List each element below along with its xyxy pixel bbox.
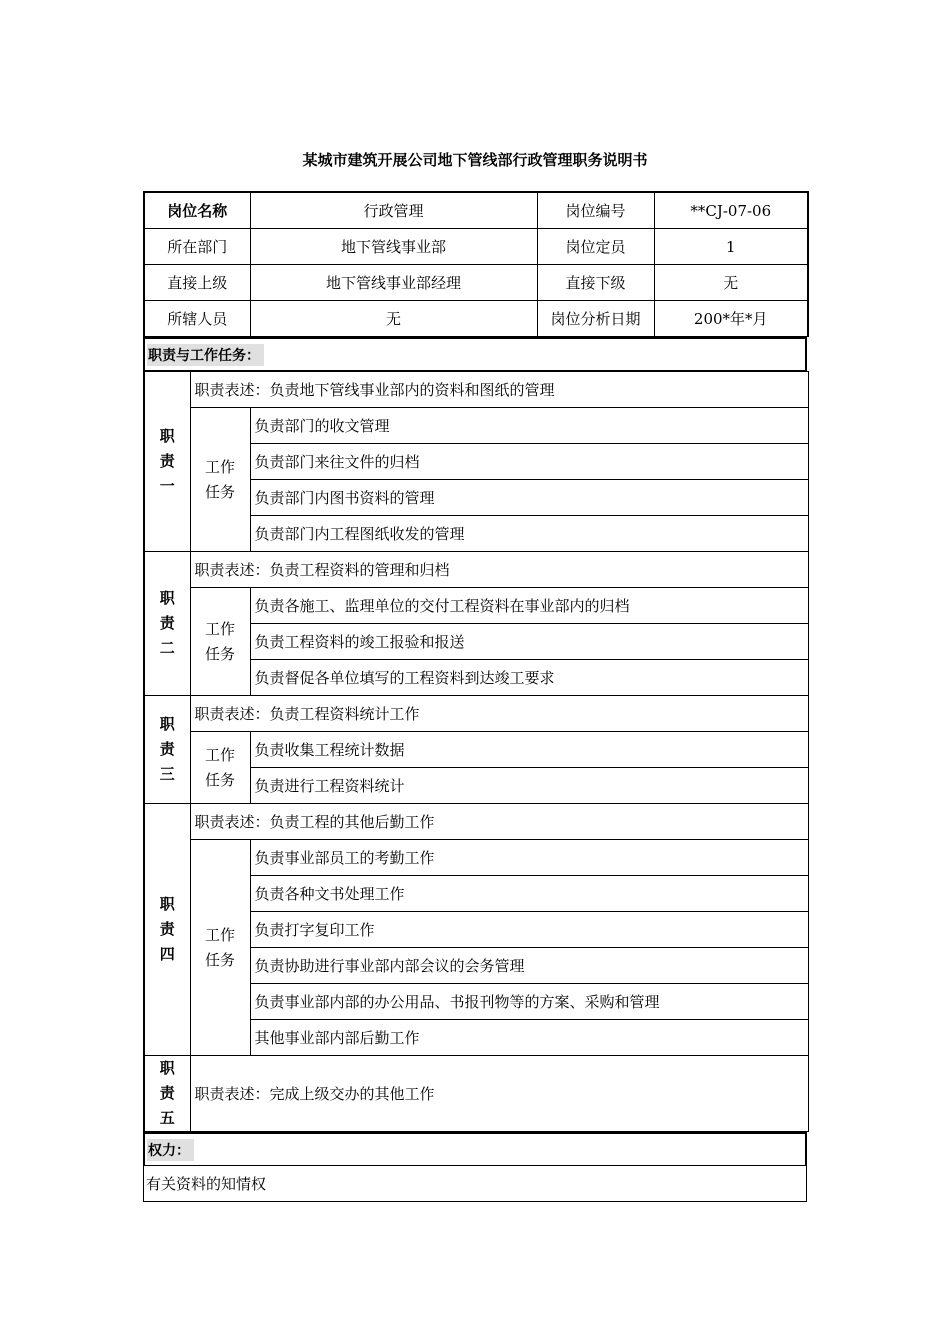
- duty-label-4: 职 责 四: [144, 804, 190, 1056]
- staff-label: 所辖人员: [144, 301, 250, 337]
- position-code-value: **CJ-07-06: [654, 192, 808, 229]
- power-heading-text: 权力：: [147, 1139, 194, 1161]
- duty-statement-5: 职责表述：完成上级交办的其他工作: [190, 1056, 808, 1132]
- task-item: 负责各施工、监理单位的交付工程资料在事业部内的归档: [250, 588, 808, 624]
- task-item: 负责事业部内部的办公用品、书报刊物等的方案、采购和管理: [250, 984, 808, 1020]
- job-description-form: [143, 191, 807, 1202]
- task-item: 负责工程资料的竣工报验和报送: [250, 624, 808, 660]
- duties-heading-text: 职责与工作任务：: [147, 344, 264, 366]
- duty-label-2: 职 责 二: [144, 552, 190, 696]
- duties-section-heading: [143, 337, 807, 371]
- duties-table: [143, 371, 809, 1132]
- task-item: 负责部门内图书资料的管理: [250, 480, 808, 516]
- task-item: 负责收集工程统计数据: [250, 732, 808, 768]
- duty-statement-1: 职责表述：负责地下管线事业部内的资料和图纸的管理: [190, 372, 808, 408]
- duty-row: [144, 696, 808, 732]
- duty-label-1: 职 责 一: [144, 372, 190, 552]
- headcount-label: 岗位定员: [537, 229, 654, 265]
- staff-value: 无: [250, 301, 537, 337]
- task-item: 负责打字复印工作: [250, 912, 808, 948]
- task-row: [144, 408, 808, 444]
- task-item: 负责部门内工程图纸收发的管理: [250, 516, 808, 552]
- task-label: 工作 任务: [190, 840, 250, 1056]
- info-row: [144, 192, 808, 229]
- task-label: 工作 任务: [190, 408, 250, 552]
- task-item: 负责各种文书处理工作: [250, 876, 808, 912]
- task-row: [144, 732, 808, 768]
- duty-label-3: 职 责 三: [144, 696, 190, 804]
- duty-row: [144, 552, 808, 588]
- analysis-date-value: 200*年*月: [654, 301, 808, 337]
- task-item: 负责部门来往文件的归档: [250, 444, 808, 480]
- task-item: 负责进行工程资料统计: [250, 768, 808, 804]
- basic-info-table: [143, 191, 809, 337]
- task-row: [144, 840, 808, 876]
- position-name-value: 行政管理: [250, 192, 537, 229]
- position-code-label: 岗位编号: [537, 192, 654, 229]
- task-label: 工作 任务: [190, 732, 250, 804]
- duty-statement-2: 职责表述：负责工程资料的管理和归档: [190, 552, 808, 588]
- duty-statement-3: 职责表述：负责工程资料统计工作: [190, 696, 808, 732]
- task-label: 工作 任务: [190, 588, 250, 696]
- direct-subordinate-value: 无: [654, 265, 808, 301]
- position-name-label: 岗位名称: [144, 192, 250, 229]
- direct-superior-label: 直接上级: [144, 265, 250, 301]
- direct-subordinate-label: 直接下级: [537, 265, 654, 301]
- duty-label-5: 职 责 五: [144, 1056, 190, 1132]
- task-row: [144, 588, 808, 624]
- direct-superior-value: 地下管线事业部经理: [250, 265, 537, 301]
- duty-row: [144, 1056, 808, 1132]
- analysis-date-label: 岗位分析日期: [537, 301, 654, 337]
- task-item: 负责部门的收文管理: [250, 408, 808, 444]
- power-content: 有关资料的知情权: [143, 1166, 807, 1202]
- task-item: 其他事业部内部后勤工作: [250, 1020, 808, 1056]
- duty-row: [144, 804, 808, 840]
- department-label: 所在部门: [144, 229, 250, 265]
- department-value: 地下管线事业部: [250, 229, 537, 265]
- headcount-value: 1: [654, 229, 808, 265]
- duty-statement-4: 职责表述：负责工程的其他后勤工作: [190, 804, 808, 840]
- info-row: [144, 229, 808, 265]
- power-section-heading: [143, 1132, 807, 1166]
- task-item: 负责协助进行事业部内部会议的会务管理: [250, 948, 808, 984]
- task-item: 负责督促各单位填写的工程资料到达竣工要求: [250, 660, 808, 696]
- document-title: 某城市建筑开展公司地下管线部行政管理职务说明书: [302, 151, 648, 169]
- task-item: 负责事业部员工的考勤工作: [250, 840, 808, 876]
- info-row: [144, 301, 808, 337]
- info-row: [144, 265, 808, 301]
- duty-row: [144, 372, 808, 408]
